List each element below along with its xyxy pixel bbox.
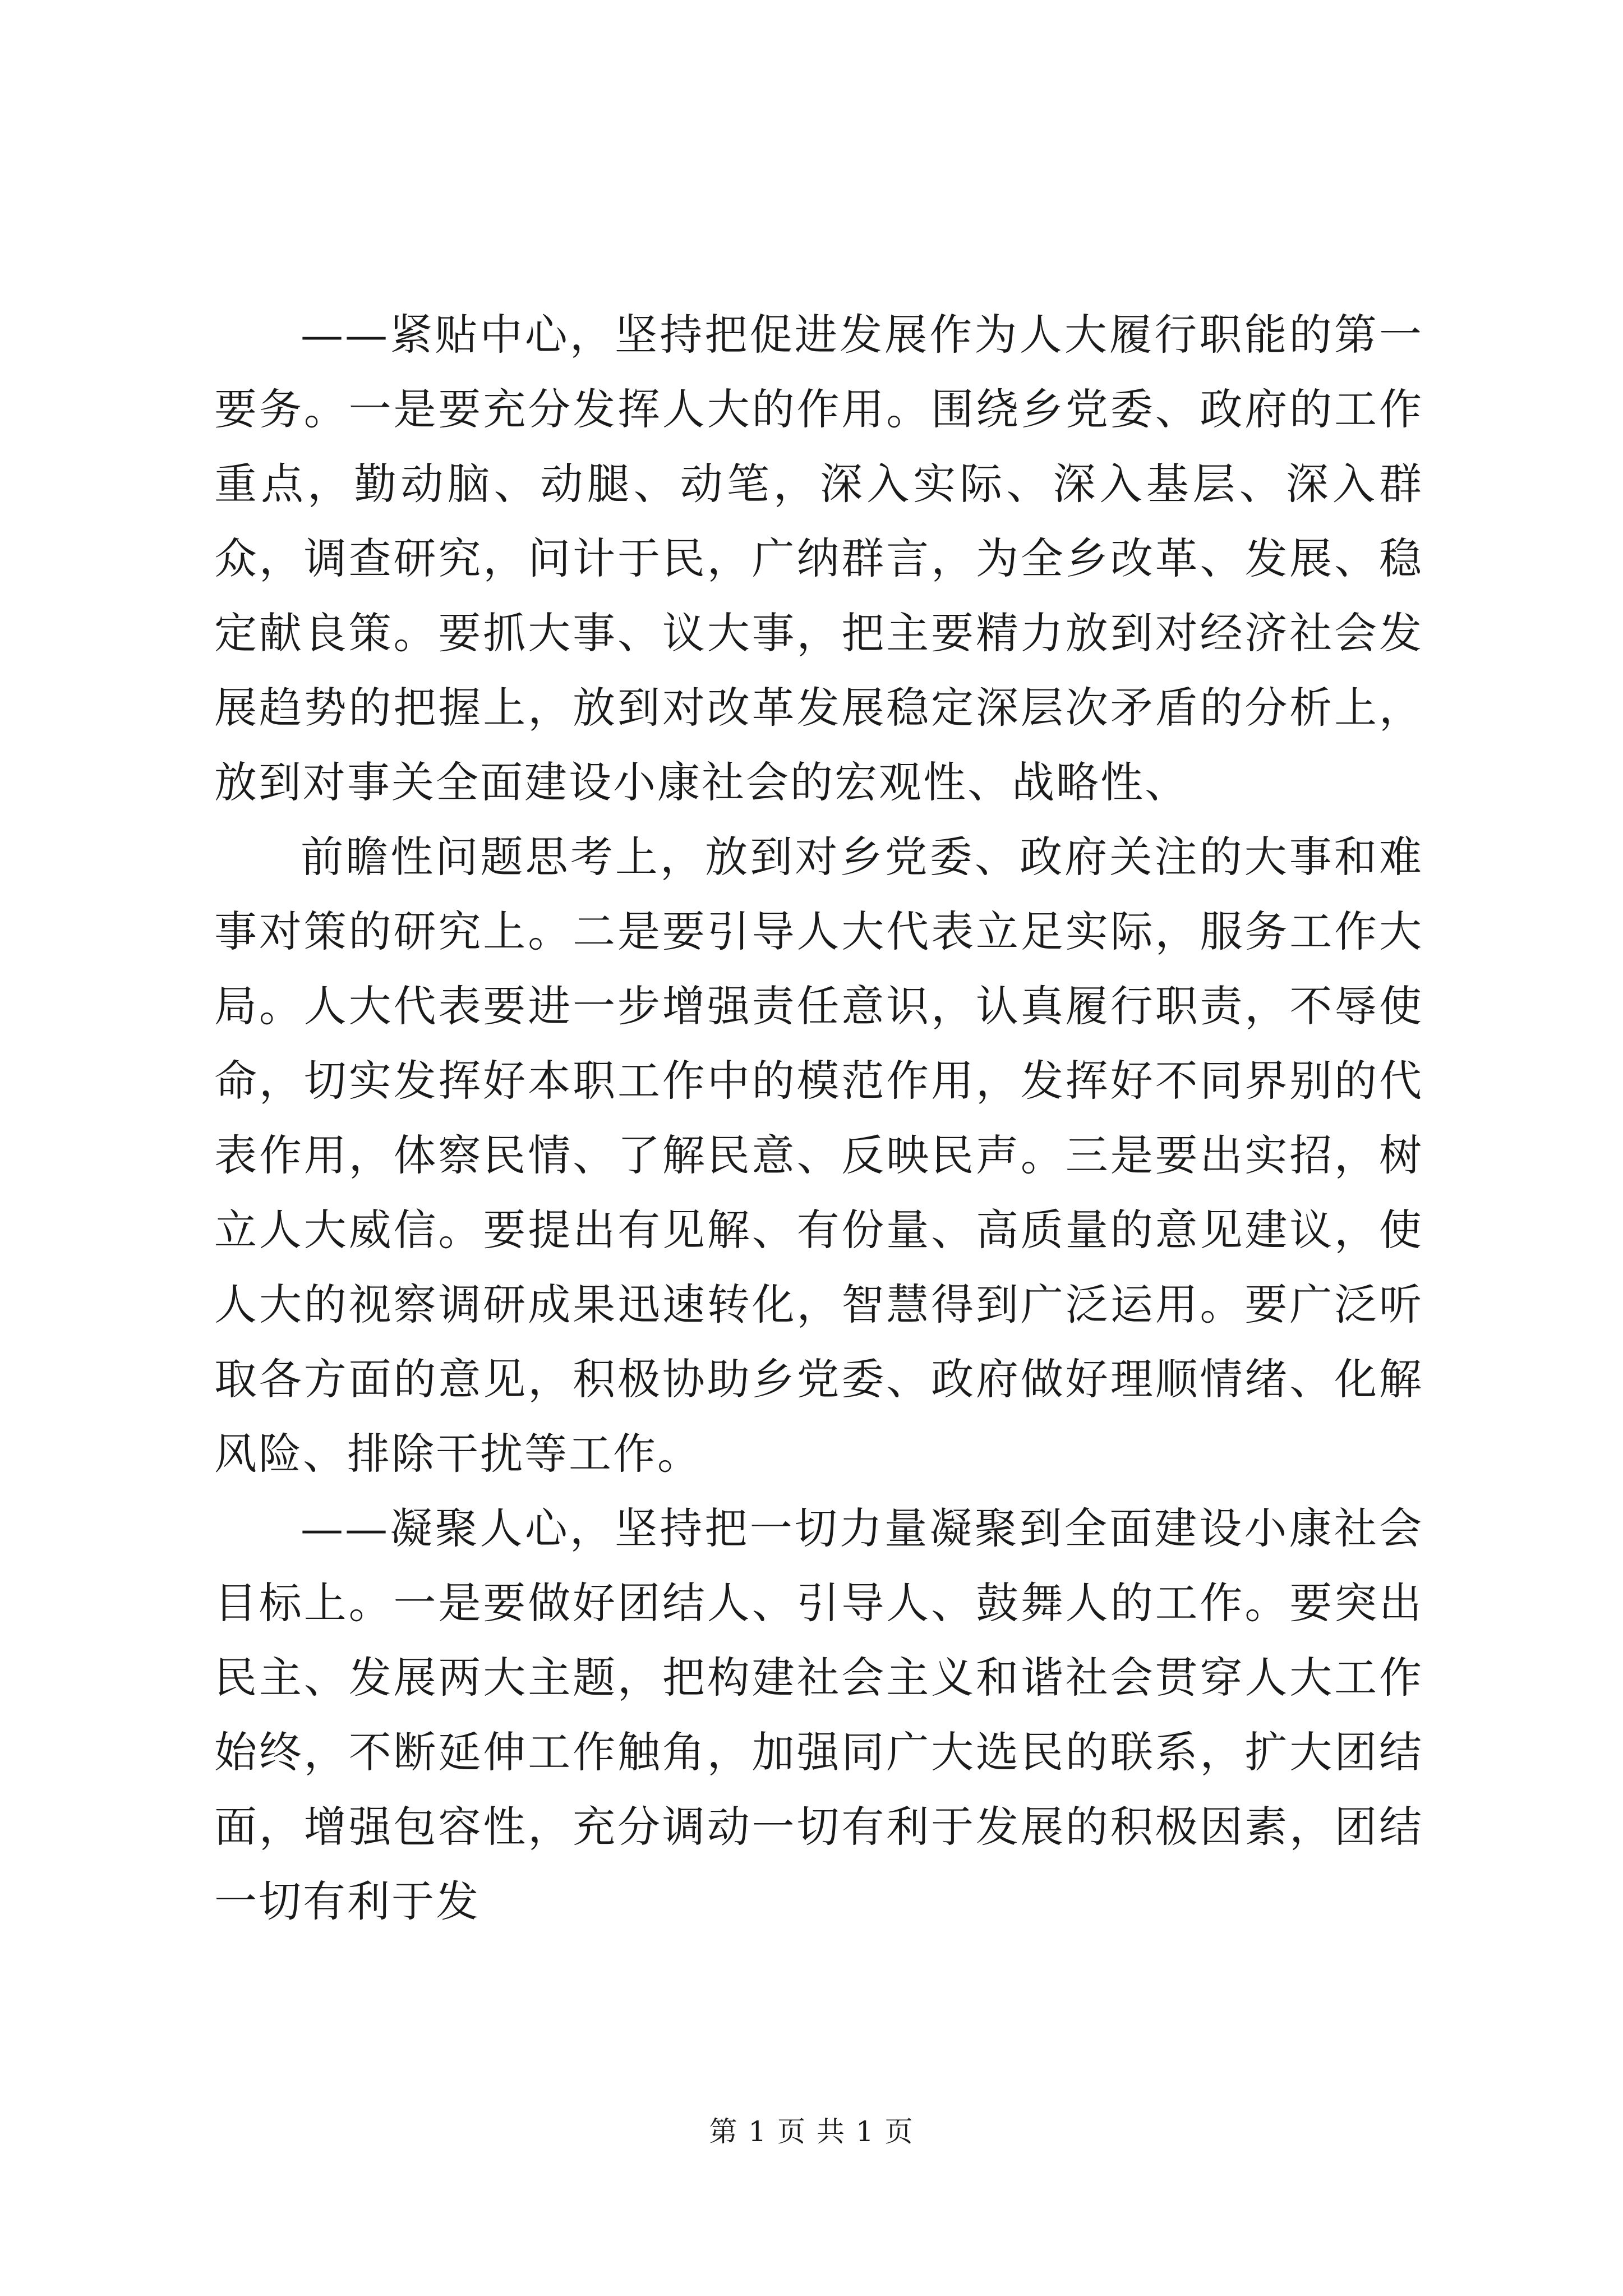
paragraph-1: ——紧贴中心，坚持把促进发展作为人大履行职能的第一要务。一是要充分发挥人大的作用。围绕乡党委、政府的工作重点，勤动脑、动腿、动笔，深入实际、深入基层、深入群众，调查研究，问计于民，广纳群言，为全乡改革、发展、稳定献良策。要抓大事、议大事，把主要精力放到对经济社会发展趋势的把握上，放到对改革发展稳定深层次矛盾的分析上，放到对事关全面建设小康社会的宏观性、战略性、 [214,310,1423,807]
page-footer: 第 1 页 共 1 页 [709,2115,914,2148]
document-body [214,297,1423,1939]
paragraph-2: 前瞻性问题思考上，放到对乡党委、政府关注的大事和难事对策的研究上。二是要引导人大代表立足实际，服务工作大局。人大代表要进一步增强责任意识，认真履行职责，不辱使命，切实发挥好本职工作中的模范作用，发挥好不同界别的代表作用，体察民情、了解民意、反映民声。三是要出实招，树立人大威信。要提出有见解、有份量、高质量的意见建议，使人大的视察调研成果迅速转化，智慧得到广泛运用。要广泛听取各方面的意见，积极协助乡党委、政府做好理顺情绪、化解风险、排除干扰等工作。 [214,832,1423,1479]
paragraph-3: ——凝聚人心，坚持把一切力量凝聚到全面建设小康社会目标上。一是要做好团结人、引导人、鼓舞人的工作。要突出民主、发展两大主题，把构建社会主义和谐社会贯穿人大工作始终，不断延伸工作触角，加强同广大选民的联系，扩大团结面，增强包容性，充分调动一切有利于发展的积极因素，团结一切有利于发 [214,1503,1423,1926]
